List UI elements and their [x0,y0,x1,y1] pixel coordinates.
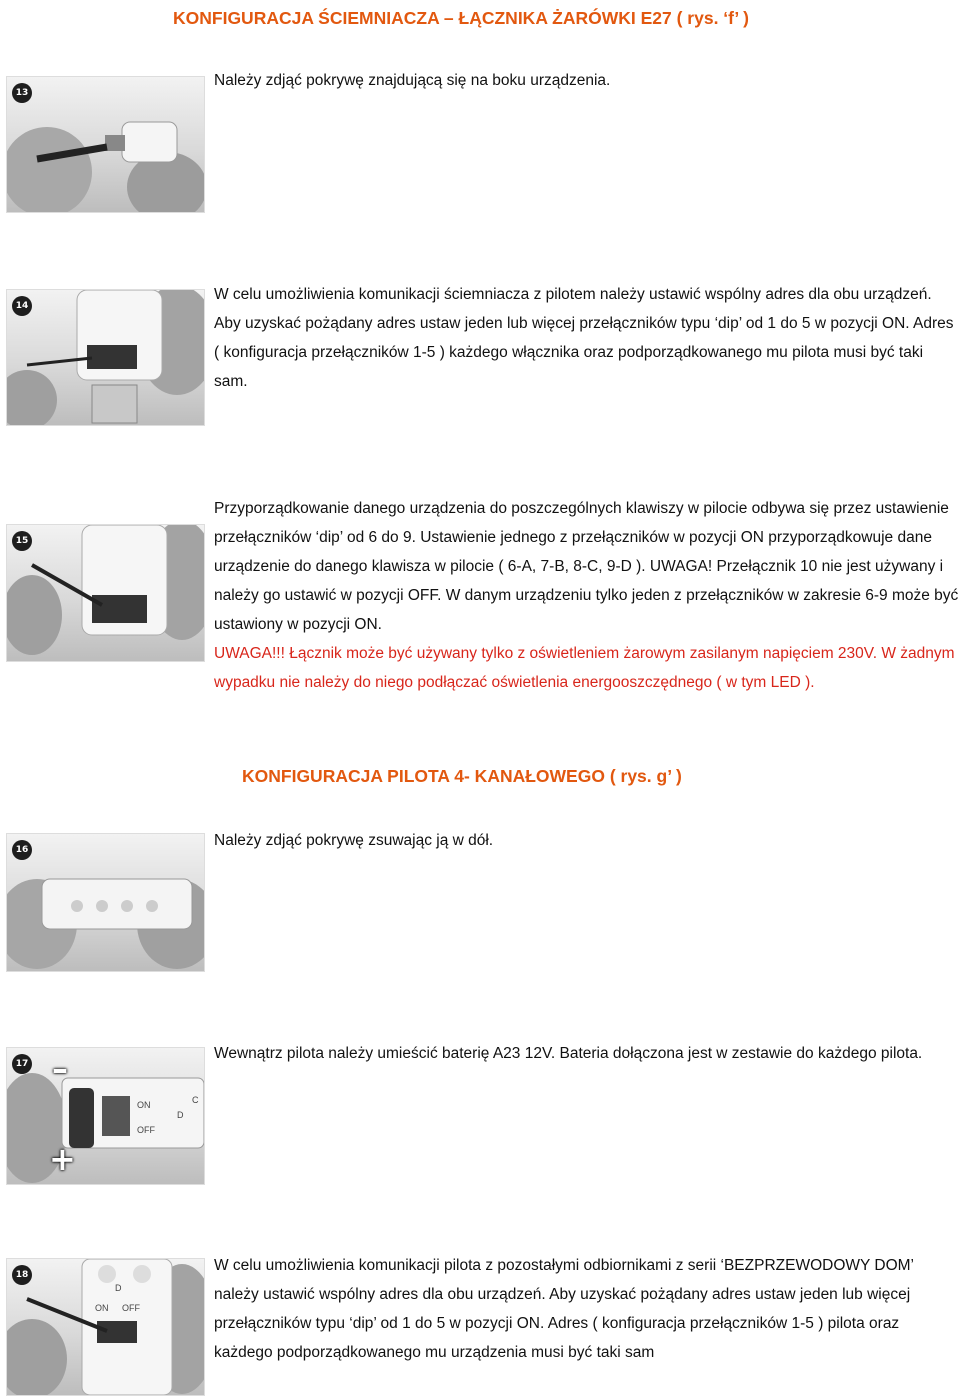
d-label: D [177,1110,184,1120]
step-17-badge: 17 [12,1054,32,1074]
remote-d-label: D [115,1283,122,1293]
step-15-photo [6,524,205,662]
step-15-text: Przyporządkowanie danego urządzenia do poszczególnych klawiszy w pilocie odbywa się przez ustawienie przełączników ‘dip’ od 6 do 9. Ustawienie jednego z przełączników w pozycji ON przyporządkowuje dane urządzenie do danego klawisza w pilocie ( 6-A, 7-B, 8-C, 9-D ). UWAGA! Przełącznik 10 nie jest używany i należy go ustawić w pozycji OFF. W danym urządzeniu tylko jeden z przełączników w zakresie 6-9 może być ustawiony w pozycji ON. [214,500,959,633]
step-18-photo [6,1258,205,1396]
remote-battery-image [7,1048,204,1184]
step-13-photo [6,76,205,213]
dimmer-dip-switch-screwdriver-image [7,525,204,661]
c-label: C [192,1095,199,1105]
hands-removing-cover-image [7,77,204,212]
battery-minus-sign: – [52,1050,68,1088]
step-16-badge: 16 [12,840,32,860]
step-13-badge: 13 [12,83,32,103]
step-18-badge: 18 [12,1265,32,1285]
section-heading-dimmer: KONFIGURACJA ŚCIEMNIACZA – ŁĄCZNIKA ŻARÓWKI E27 ( rys. ‘f’ ) [173,8,749,28]
remote-off-label: OFF [122,1303,140,1313]
step-14-photo [6,289,205,426]
off-label: OFF [137,1125,155,1135]
step-14-text: W celu umożliwienia komunikacji ściemniacza z pilotem należy ustawić wspólny adres dla obu urządzeń. Aby uzyskać pożądany adres ustaw jeden lub więcej przełączników typu ‘dip’ od 1 do 5 w pozycji ON. Adres ( konfiguracja przełączników 1-5 ) każdego włącznika oraz podporządkowanego mu pilota musi być taki sam. [214,286,954,390]
step-15-warning: UWAGA!!! Łącznik może być używany tylko z oświetleniem żarowym zasilanym napięciem 230V. W żadnym wypadku nie należy do niego podłączać oświetlenia energooszczędnego ( w tym LED ). [214,645,955,691]
dimmer-dip-switch-image [7,290,204,425]
step-17-text: Wewnątrz pilota należy umieścić baterię A23 12V. Bateria dołączona jest w zestawie do każdego pilota. [214,1045,923,1062]
battery-plus-sign: + [49,1140,76,1178]
step-18-text: W celu umożliwienia komunikacji pilota z pozostałymi odbiornikami z serii ‘BEZPRZEWODOWY DOM’ należy ustawić wspólny adres dla obu urządzeń. Aby uzyskać pożądany adres ustaw jeden lub więcej przełączników typu ‘dip’ od 1 do 5 w pozycji ON. Adres ( konfiguracja przełączników 1-5 ) pilota oraz każdego podporządkowanego mu urządzenia musi być taki sam [214,1257,914,1361]
step-16-text: Należy zdjąć pokrywę zsuwając ją w dół. [214,832,494,849]
section-heading-remote: KONFIGURACJA PILOTA 4- KANAŁOWEGO ( rys. g’ ) [242,766,682,786]
step-15-badge: 15 [12,531,32,551]
remote-on-label: ON [95,1303,109,1313]
remote-cover-slide-image [7,834,204,971]
step-17-photo [6,1047,205,1185]
step-16-photo [6,833,205,972]
step-13-text: Należy zdjąć pokrywę znajdującą się na boku urządzenia. [214,72,611,89]
remote-dip-switch-image [7,1259,204,1395]
step-14-badge: 14 [12,296,32,316]
on-label: ON [137,1100,151,1110]
